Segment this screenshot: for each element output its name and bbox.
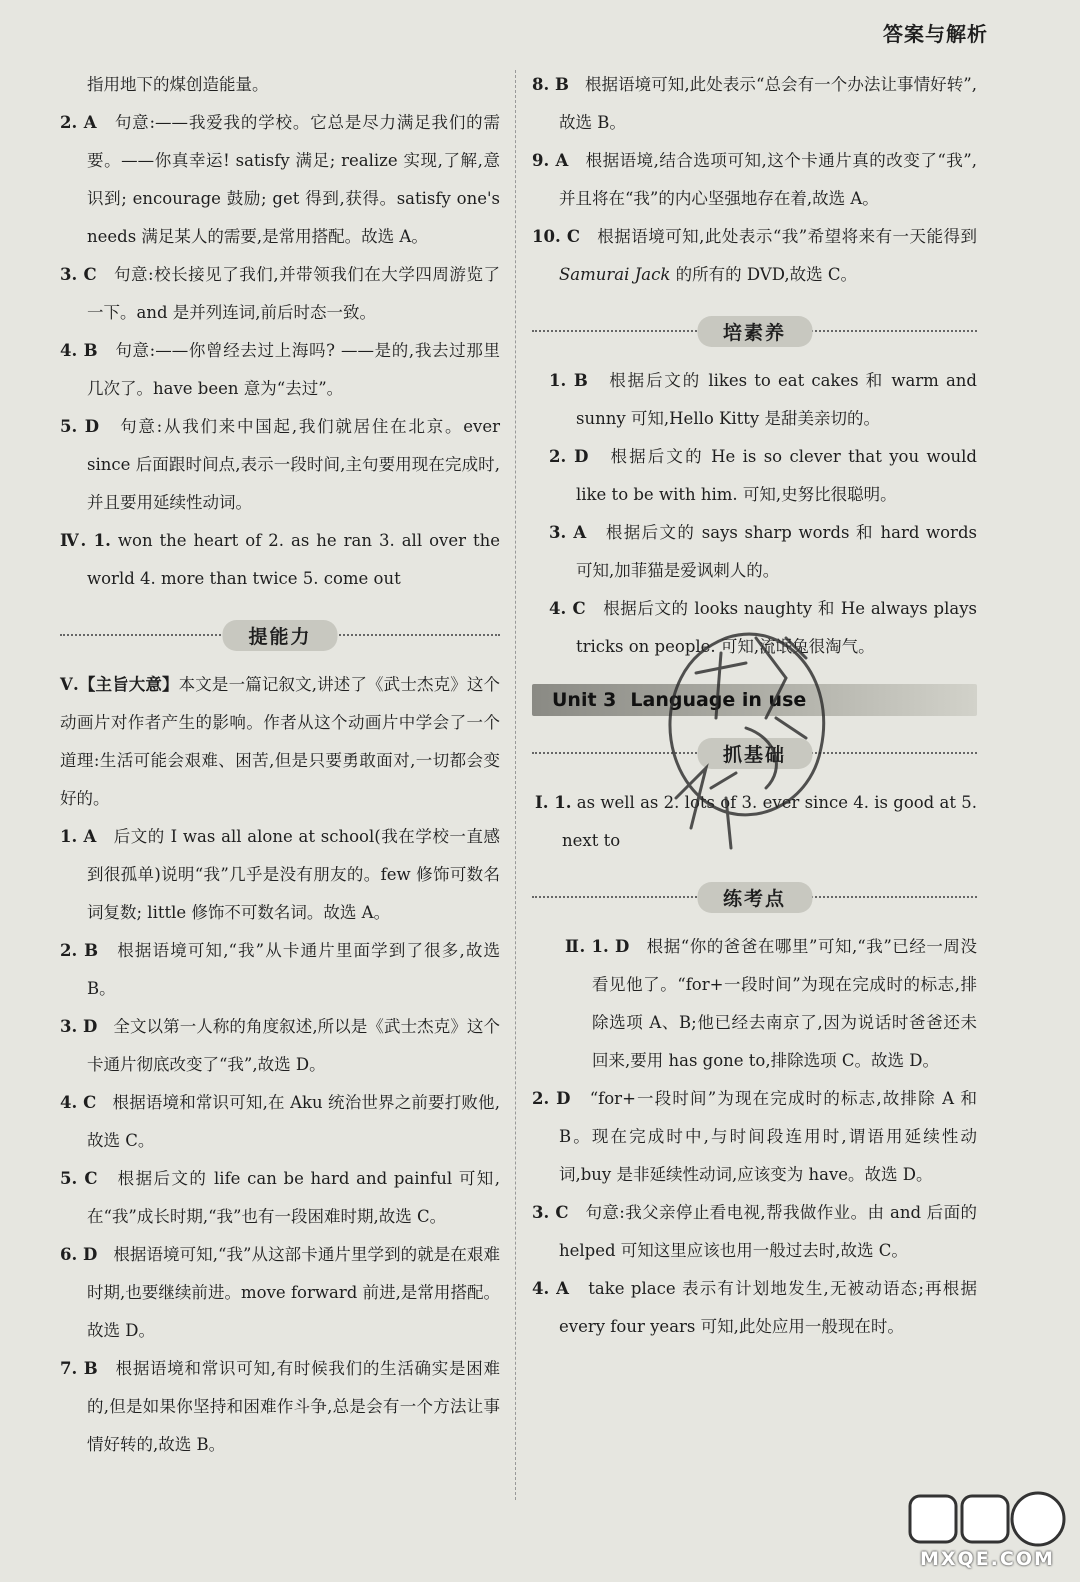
page-header: 答案与解析 bbox=[883, 22, 988, 46]
section-header-peisuyang bbox=[532, 312, 977, 348]
section-header-tineng bbox=[60, 616, 500, 652]
culture-answer-2: 2. D 根据后文的 He is so clever that you would like to be with him. 可知,史努比很聪明。 bbox=[549, 447, 977, 504]
unit-label: Unit 3 bbox=[552, 689, 617, 711]
section-iv-answers: Ⅳ. 1. won the heart of 2. as he ran 3. all over the world 4. more than twice 5. come out bbox=[60, 531, 500, 588]
reading-answer-6: 6. D 根据语境可知,“我”从这部卡通片里学到的就是在艰难时期,也要继续前进。move forward 前进,是常用搭配。故选 D。 bbox=[60, 1245, 500, 1340]
column-divider bbox=[515, 70, 516, 1500]
grammar-answer-4: 4. A take place 表示有计划地发生,无被动语态;再根据 every four years 可知,此处应用一般现在时。 bbox=[532, 1279, 977, 1336]
watermark-text: MXQE.COM bbox=[920, 1548, 1055, 1570]
grammar-answer-3: 3. C 句意:我父亲停止看电视,帮我做作业。由 and 后面的 helped 可知这里应该也用一般过去时,故选 C。 bbox=[532, 1203, 977, 1260]
section-i-answers: Ⅰ. 1. as well as 2. lots of 3. ever since 4. is good at 5. next to bbox=[535, 793, 977, 850]
reading-answer-7: 7. B 根据语境和常识可知,有时候我们的生活确实是困难的,但是如果你坚持和困难作斗争,总是会有一个方法让事情好转的,故选 B。 bbox=[60, 1359, 500, 1454]
reading-answer-4: 4. C 根据语境和常识可知,在 Aku 统治世界之前要打败他,故选 C。 bbox=[60, 1093, 500, 1150]
reading-answer-5: 5. C 根据后文的 life can be hard and painful 可知,在“我”成长时期,“我”也有一段困难时期,故选 C。 bbox=[60, 1169, 500, 1226]
answer-4: 4. B 句意:——你曾经去过上海吗? ——是的,我去过那里几次了。have been 意为“去过”。 bbox=[60, 341, 500, 398]
unit-banner bbox=[532, 684, 977, 716]
section-tag: 练考点 bbox=[697, 882, 812, 913]
culture-answer-1: 1. B 根据后文的 likes to eat cakes 和 warm and sunny 可知,Hello Kitty 是甜美亲切的。 bbox=[549, 371, 977, 428]
culture-answer-4: 4. C 根据后文的 looks naughty 和 He always plays tricks on people. 可知,流氓兔很淘气。 bbox=[549, 599, 977, 656]
unit-title: Language in use bbox=[630, 689, 807, 711]
reading-answer-9: 9. A 根据语境,结合选项可知,这个卡通片真的改变了“我”,并且将在“我”的内心坚强地存在着,故选 A。 bbox=[532, 151, 977, 208]
reading-answer-2: 2. B 根据语境可知,“我”从卡通片里面学到了很多,故选 B。 bbox=[60, 941, 500, 998]
grammar-answer-1: Ⅱ. 1. D 根据“你的爸爸在哪里”可知,“我”已经一周没看见他了。“for+一段时间”为现在完成时的标志,排除选项 A、B;他已经去南京了,因为说话时爸爸还未回来,要用 has gone to,排除选项 C。故选 D。 bbox=[565, 937, 977, 1070]
grammar-answer-2: 2. D “for+一段时间”为现在完成时的标志,故排除 A 和 B。现在完成时中,与时间段连用时,谓语用延续性动词,buy 是非延续性动词,应该变为 have。故选 D。 bbox=[532, 1089, 977, 1184]
section-tag: 抓基础 bbox=[697, 738, 812, 769]
answer-3: 3. C 句意:校长接见了我们,并带领我们在大学四周游览了一下。and 是并列连词,前后时态一致。 bbox=[60, 265, 500, 322]
reading-answer-10: 10. C 根据语境可知,此处表示“我”希望将来有一天能得到 Samurai Jack 的所有的 DVD,故选 C。 bbox=[532, 227, 977, 284]
answer-2: 2. A 句意:——我爱我的学校。它总是尽力满足我们的需要。——你真幸运! satisfy 满足; realize 实现,了解,意识到; encourage 鼓励; get 得到,获得。satisfy one's needs 满足某人的需要,是常用搭配。故选 A。 bbox=[60, 113, 500, 246]
reading-answer-3: 3. D 全文以第一人称的角度叙述,所以是《武士杰克》这个卡通片彻底改变了“我”,故选 D。 bbox=[60, 1017, 500, 1074]
section-header-zhuajichu bbox=[532, 734, 977, 770]
culture-answer-3: 3. A 根据后文的 says sharp words 和 hard words 可知,加菲猫是爱讽刺人的。 bbox=[549, 523, 977, 580]
intro-continuation: 指用地下的煤创造能量。 bbox=[87, 75, 269, 94]
section-tag: 提能力 bbox=[222, 620, 337, 651]
summary-paragraph: Ⅴ.【主旨大意】本文是一篇记叙文,讲述了《武士杰克》这个动画片对作者产生的影响。作者从这个动画片中学会了一个道理:生活可能会艰难、困苦,但是只要勇敢面对,一切都会变好的。 bbox=[60, 675, 501, 808]
section-header-liankaodian bbox=[532, 878, 977, 914]
reading-answer-1: 1. A 后文的 I was all alone at school(我在学校一直感到很孤单)说明“我”几乎是没有朋友的。few 修饰可数名词复数; little 修饰不可数名词。故选 A。 bbox=[60, 827, 500, 922]
reading-answer-8: 8. B 根据语境可知,此处表示“总会有一个办法让事情好转”,故选 B。 bbox=[532, 75, 977, 132]
left-column bbox=[60, 66, 500, 1464]
answer-5: 5. D 句意:从我们来中国起,我们就居住在北京。ever since 后面跟时间点,表示一段时间,主句要用现在完成时,并且要用延续性动词。 bbox=[60, 417, 500, 512]
section-tag: 培素养 bbox=[697, 316, 812, 347]
right-column bbox=[532, 66, 977, 1346]
